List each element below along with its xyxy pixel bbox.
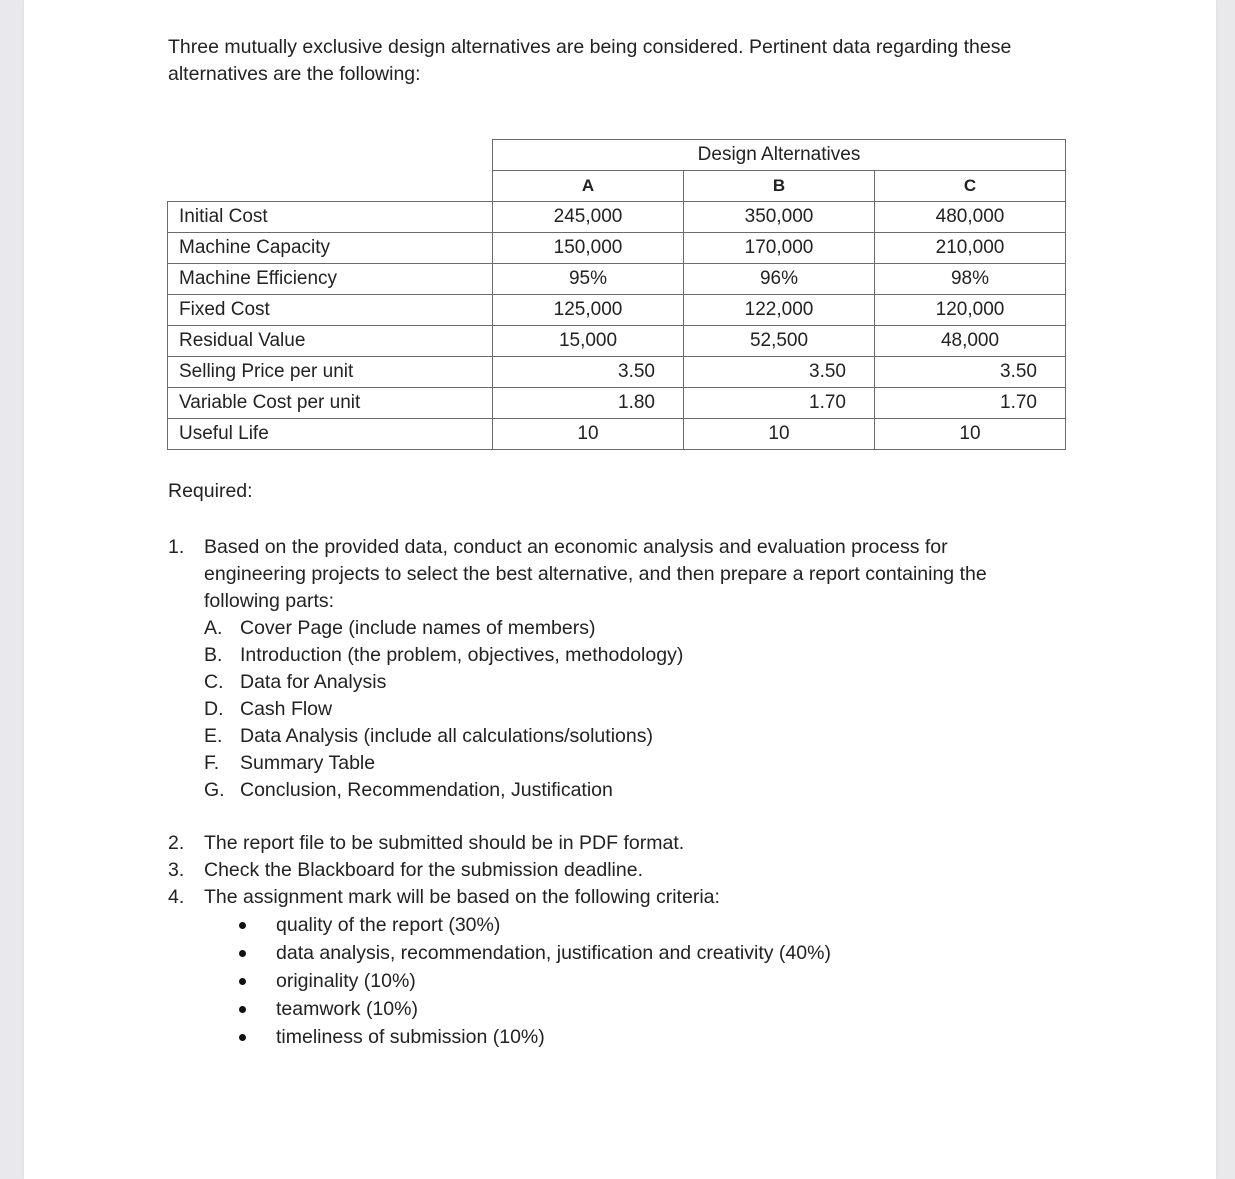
report-parts-list	[204, 615, 1048, 804]
bullet-icon	[239, 950, 246, 957]
cell-value: 98%	[950, 268, 990, 289]
document-page	[24, 0, 1216, 1179]
item-text: quality of the report (30%)	[276, 914, 501, 936]
table-corner-blank	[168, 171, 493, 202]
item-letter: G.	[204, 779, 225, 801]
intro-paragraph: Three mutually exclusive design alternatives are being considered. Pertinent data regarding these alternatives are the following:	[168, 36, 1012, 85]
cell-value: 48,000	[940, 330, 1000, 351]
cell-value: 96%	[759, 268, 799, 289]
numbered-list-part-1	[168, 534, 1048, 804]
table-row	[168, 295, 1066, 326]
item-number: 1.	[168, 536, 185, 558]
list-item	[204, 777, 1048, 804]
cell-value: 10	[577, 423, 599, 444]
list-item	[168, 967, 1048, 995]
cell-value: 52,500	[749, 330, 809, 351]
cell-value: 10	[959, 423, 981, 444]
item-text: originality (10%)	[276, 970, 416, 992]
list-item	[168, 830, 1048, 857]
list-item	[168, 857, 1048, 884]
item-letter: C.	[204, 671, 224, 693]
row-label: Initial Cost	[168, 202, 493, 233]
list-item	[168, 995, 1048, 1023]
item-letter: B.	[204, 644, 223, 666]
item-text: Based on the provided data, conduct an economic analysis and evaluation process for engineering projects to select the best alternative, and then prepare a report containing the following parts:	[204, 536, 987, 612]
cell-value: 150,000	[553, 237, 623, 258]
bullet-icon	[239, 1006, 246, 1013]
item-text: Check the Blackboard for the submission deadline.	[204, 859, 643, 881]
cell-value: 170,000	[744, 237, 814, 258]
cell-value: 1.70	[809, 392, 846, 413]
item-text: Cover Page (include names of members)	[240, 617, 596, 639]
table-row	[168, 388, 1066, 419]
cell-value: 10	[768, 423, 790, 444]
list-item	[204, 669, 1048, 696]
item-number: 2.	[168, 832, 185, 854]
cell-value: 3.50	[809, 361, 846, 382]
item-text: Cash Flow	[240, 698, 333, 720]
item-letter: A.	[204, 617, 223, 639]
table-row	[168, 202, 1066, 233]
list-item	[168, 1023, 1048, 1051]
row-label: Variable Cost per unit	[168, 388, 493, 419]
cell-value: 3.50	[618, 361, 655, 382]
cell-value: 15,000	[558, 330, 618, 351]
column-header-c: C	[875, 171, 1066, 202]
table-column-row	[168, 171, 1066, 202]
bullet-icon	[239, 978, 246, 985]
column-header-b: B	[684, 171, 875, 202]
cell-value: 210,000	[935, 237, 1005, 258]
table-corner-blank	[168, 140, 493, 171]
cell-value: 95%	[568, 268, 608, 289]
row-label: Residual Value	[168, 326, 493, 357]
item-letter: E.	[204, 725, 223, 747]
cell-value: 3.50	[1000, 361, 1037, 382]
item-text: Data Analysis (include all calculations/solutions)	[240, 725, 653, 747]
list-item	[168, 884, 1048, 911]
item-text: timeliness of submission (10%)	[276, 1026, 545, 1048]
cell-value: 480,000	[935, 206, 1005, 227]
table-row	[168, 357, 1066, 388]
item-text: Data for Analysis	[240, 671, 387, 693]
required-heading: Required:	[168, 480, 253, 502]
list-item	[168, 911, 1048, 939]
bullet-icon	[239, 1034, 246, 1041]
list-item	[168, 534, 1048, 804]
table-row	[168, 233, 1066, 264]
item-text: Conclusion, Recommendation, Justification	[240, 779, 613, 801]
cell-value: 1.70	[1000, 392, 1037, 413]
table-row	[168, 326, 1066, 357]
group-header: Design Alternatives	[493, 140, 1066, 171]
item-letter: F.	[204, 752, 220, 774]
item-letter: D.	[204, 698, 224, 720]
list-item	[204, 615, 1048, 642]
item-text: Summary Table	[240, 752, 376, 774]
list-item	[204, 750, 1048, 777]
item-text: data analysis, recommendation, justification and creativity (40%)	[276, 942, 831, 964]
row-label: Machine Efficiency	[168, 264, 493, 295]
list-item	[204, 723, 1048, 750]
numbered-list-part-2	[168, 830, 1048, 1051]
list-item	[204, 696, 1048, 723]
list-item	[168, 939, 1048, 967]
design-alternatives-table	[167, 139, 1066, 450]
criteria-list	[168, 911, 1048, 1051]
column-header-a: A	[493, 171, 684, 202]
item-text: teamwork (10%)	[276, 998, 418, 1020]
bullet-icon	[239, 922, 246, 929]
row-label: Machine Capacity	[168, 233, 493, 264]
cell-value: 350,000	[744, 206, 814, 227]
row-label: Fixed Cost	[168, 295, 493, 326]
list-item	[204, 642, 1048, 669]
row-label: Selling Price per unit	[168, 357, 493, 388]
table-row	[168, 419, 1066, 450]
table-header-row	[168, 140, 1066, 171]
cell-value: 125,000	[553, 299, 623, 320]
item-text: Introduction (the problem, objectives, methodology)	[240, 644, 684, 666]
item-text: The assignment mark will be based on the following criteria:	[204, 886, 720, 908]
cell-value: 120,000	[935, 299, 1005, 320]
cell-value: 1.80	[618, 392, 655, 413]
item-number: 3.	[168, 859, 185, 881]
item-text: The report file to be submitted should be in PDF format.	[204, 832, 685, 854]
cell-value: 245,000	[553, 206, 623, 227]
table-row	[168, 264, 1066, 295]
item-number: 4.	[168, 886, 185, 908]
row-label: Useful Life	[168, 419, 493, 450]
cell-value: 122,000	[744, 299, 814, 320]
